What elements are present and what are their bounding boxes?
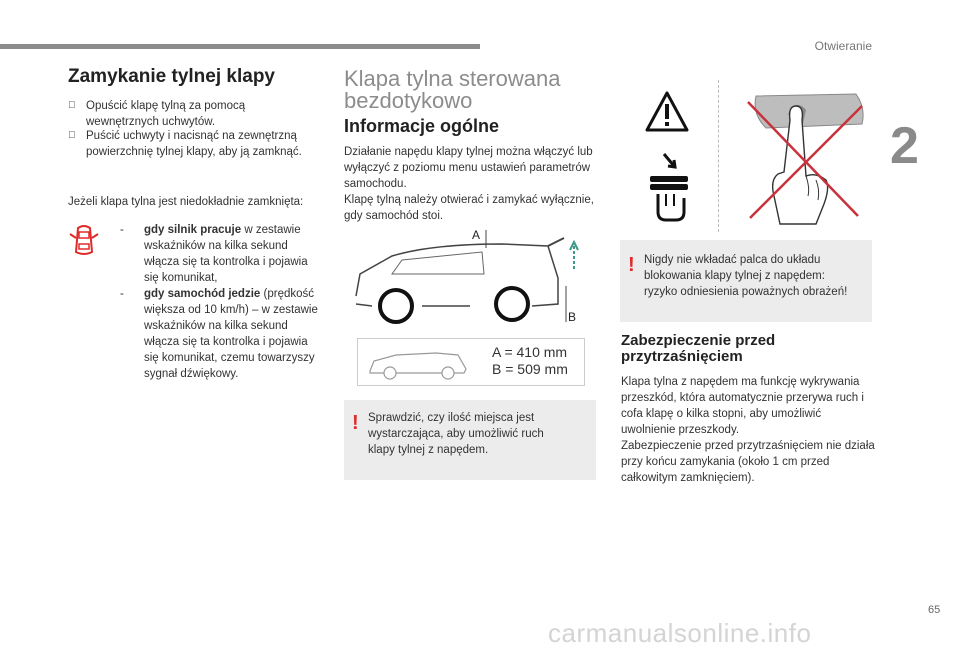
finger-in-lock-illustration [726, 84, 876, 234]
item-bold: gdy silnik pracuje [144, 224, 242, 236]
finger-warning-box [620, 240, 872, 322]
closing-title: Zamykanie tylnej klapy [68, 66, 275, 87]
bullet-text: Opuścić klapę tylną za pomocą wewnętrznych uchwytów. [86, 100, 246, 128]
watermark: carmanualsonline.info [548, 618, 812, 648]
item-bold: gdy samochód jedzie [144, 288, 261, 300]
anti-pinch-para-1: Klapa tylna z napędem ma funkcję wykrywania przeszkód, która automatycznie przerywa ruch i cofa klapę o kilka stopni, aby umożliwić uwolnienie przeszkody. [621, 376, 864, 436]
exclamation-icon: ! [628, 254, 635, 276]
bullet-symbol [68, 128, 76, 144]
dimension-a: A = 410 mm [492, 344, 568, 360]
handsfree-title: Klapa tylna sterowana bezdotykowo [344, 66, 561, 113]
item-text: (prędkość większa od 10 km/h) – w zestawie wskaźników na kilka sekund włącza się ta kontrolka i pojawia się komunikat, czemu towarzyszy sygnał dźwiękowy. [144, 288, 318, 380]
general-para-2: Klapę tylną należy otwierać i zamykać wyłącznie, gdy samochód stoi. [344, 194, 594, 222]
exclamation-icon: ! [352, 412, 359, 434]
bullet-symbol [68, 98, 76, 114]
finger-warning-text: Nigdy nie wkładać palca do układu blokowania klapy tylnej z napędem: ryzyko odniesienia poważnych obrażeń! [644, 254, 848, 298]
dimension-label-a: A [472, 228, 481, 242]
item-engine-running [120, 222, 320, 286]
incomplete-intro: Jeżeli klapa tylna jest niedokładnie zamknięta: [68, 196, 304, 208]
hand-pinch-icon [646, 150, 692, 224]
open-door-warning-icon [68, 222, 100, 262]
item-car-driving [120, 286, 320, 382]
section-label: Otwieranie [814, 39, 872, 53]
divider-dashed [718, 80, 719, 232]
space-note-box [344, 400, 596, 480]
dimension-label-b: B [568, 310, 577, 324]
page-number: 65 [928, 604, 941, 616]
bullet-text: Puścić uchwyty i nacisnąć na zewnętrzną powierzchnię tylnej klapy, aby ją zamknąć. [86, 130, 302, 158]
car-side-diagram [352, 226, 588, 326]
warning-triangle-icon [645, 90, 689, 134]
bullet-2 [68, 128, 318, 160]
space-note-text: Sprawdzić, czy ilość miejsca jest wystarczająca, aby umożliwić ruch klapy tylnej z napędem. [368, 412, 544, 456]
car-silhouette-icon [366, 345, 476, 386]
general-info-title: Informacje ogólne [344, 116, 500, 136]
dash: - [120, 224, 124, 236]
item-text: w zestawie wskaźników na kilka sekund włącza się ta kontrolka i pojawia się komunikat, [144, 224, 308, 284]
dash: - [120, 288, 124, 300]
general-para-1: Działanie napędu klapy tylnej można włączyć lub wyłączyć z poziomu menu ustawień parametrów samochodu. [344, 146, 593, 190]
chapter-number: 2 [890, 117, 919, 175]
dimension-b: B = 509 mm [492, 361, 568, 377]
anti-pinch-para-2: Zabezpieczenie przed przytrzaśnięciem nie działa przy końcu zamykania (około 1 cm przed całkowitym zamknięciem). [621, 440, 875, 484]
bullet-1 [68, 98, 318, 130]
anti-pinch-title: Zabezpieczenie przed przytrzaśnięciem [621, 332, 776, 365]
top-rule [0, 44, 480, 49]
dimension-box [357, 338, 585, 386]
